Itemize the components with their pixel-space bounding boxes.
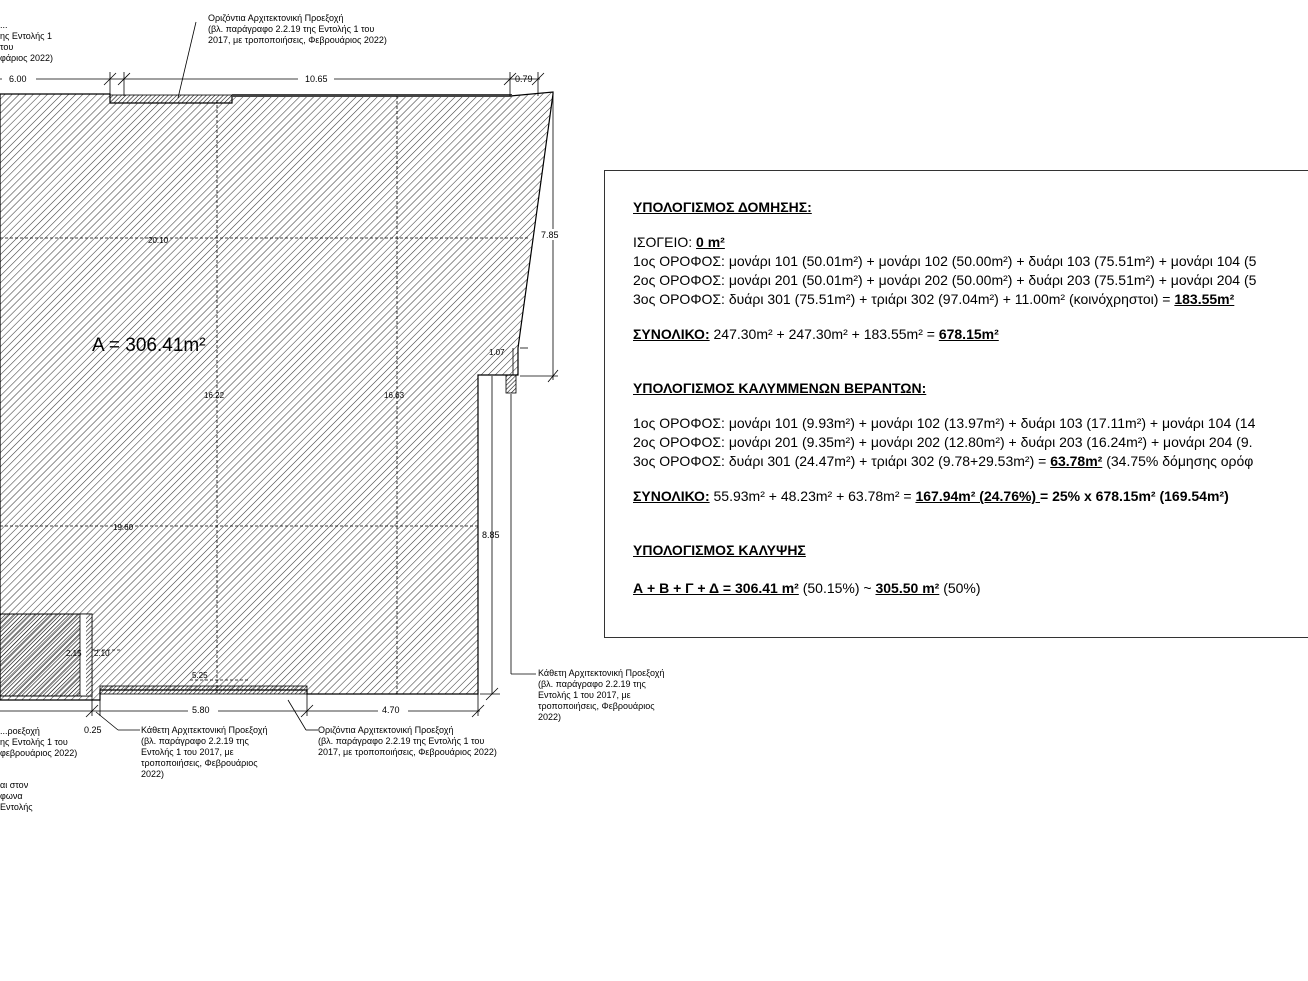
construction-total-value: 678.15m²	[938, 326, 999, 342]
note-top-left: ... ης Εντολής 1 του φάριος 2022)	[0, 20, 54, 63]
coverage-line	[633, 579, 981, 598]
dim-inner-2-10: 2.10	[94, 649, 110, 658]
dim-inner-20: 20.10	[148, 236, 169, 245]
construction-floor-1: 1ος ΟΡΟΦΟΣ: μονάρι 101 (50.01m²) + μονάρι 102 (50.00m²) + δυάρι 103 (75.51m²) + μονάρι 104 (5	[633, 253, 1257, 269]
coverage-pct-2: (50%)	[939, 580, 981, 596]
note-horizontal-projection-bottom: Οριζόντια Αρχιτεκτονική Προεξοχή (βλ. παράγραφο 2.2.19 της Εντολής 1 του 2017, με τροποποιήσεις, Φεβρουάριος 2022)	[318, 725, 497, 757]
ground-floor-line	[633, 233, 725, 252]
dim-top-10-65: 10.65	[305, 74, 328, 84]
verandas-total-label: ΣΥΝΟΛΙΚΟ:	[633, 488, 710, 504]
coverage-value: 305.50 m²	[875, 580, 940, 596]
vertical-projection-right	[506, 375, 516, 393]
ground-floor-label: ΙΣΟΓΕΙΟ:	[633, 234, 697, 250]
verandas-total-value: 167.94m² (24.76%)	[915, 488, 1040, 504]
construction-floor-3-text: 3ος ΟΡΟΦΟΣ: δυάρι 301 (75.51m²) + τριάρι 302 (97.04m²) + 11.00m² (κοινόχρηστοι) =	[633, 291, 1175, 307]
dim-bottom-0-25: 0.25	[84, 725, 102, 735]
area-label: Α = 306.41m²	[92, 335, 206, 356]
dim-top-6-00: 6.00	[9, 74, 27, 84]
horizontal-projection-top	[110, 95, 232, 103]
verandas-floor-3-total: 63.78m²	[1050, 453, 1103, 469]
dim-small-1-07: 1.07	[489, 348, 505, 357]
note-vertical-projection-bottom: Κάθετη Αρχιτεκτονική Προεξοχή (βλ. παράγραφο 2.2.19 της Εντολής 1 του 2017, με τροποποιήσεις, Φεβρουάριος 2022)	[141, 725, 268, 779]
construction-total-label: ΣΥΝΟΛΙΚΟ:	[633, 326, 710, 342]
verandas-total-tail: = 25% x 678.15m² (169.54m²)	[1040, 488, 1229, 504]
dim-right-8-85: 8.85	[482, 530, 500, 540]
coverage-pct-1: (50.15%) ~	[798, 580, 876, 596]
construction-floor-2: 2ος ΟΡΟΦΟΣ: μονάρι 201 (50.01m²) + μονάρι 202 (50.00m²) + δυάρι 203 (75.51m²) + μονάρι 204 (5	[633, 272, 1257, 288]
note-vertical-projection-right: Κάθετη Αρχιτεκτονική Προεξοχή (βλ. παράγραφο 2.2.19 της Εντολής 1 του 2017, με τροποποιήσεις, Φεβρουάριος 2022)	[538, 668, 665, 722]
dim-inner-2-15: 2.15	[66, 649, 82, 658]
verandas-floor-1: 1ος ΟΡΟΦΟΣ: μονάρι 101 (9.93m²) + μονάρι 102 (13.97m²) + δυάρι 103 (17.11m²) + μονάρι 104 (14	[633, 415, 1256, 431]
building-footprint	[0, 92, 553, 700]
dim-right-7-85: 7.85	[541, 230, 559, 240]
note-bottom-left-2: αι στον φωνα Εντολής	[0, 780, 33, 812]
coverage-formula: Α + Β + Γ + Δ = 306.41 m²	[633, 580, 799, 596]
dim-bottom-5-80: 5.80	[192, 705, 210, 715]
verandas-total-text: 55.93m² + 48.23m² + 63.78m² =	[709, 488, 916, 504]
construction-floor-3-total: 183.55m²	[1174, 291, 1235, 307]
note-bottom-left-1: ...ροεξοχή ης Εντολής 1 του φεβρουάριος 2022)	[0, 726, 78, 758]
verandas-floor-3-tail: (34.75% δόμησης ορόφ	[1102, 453, 1254, 469]
construction-floor-3	[633, 290, 1234, 309]
verandas-floor-3	[633, 452, 1253, 471]
verandas-floor-3-text: 3ος ΟΡΟΦΟΣ: δυάρι 301 (24.47m²) + τριάρι 302 (9.78+29.53m²) =	[633, 453, 1051, 469]
dim-bottom-4-70: 4.70	[382, 705, 400, 715]
dim-inner-5-25: 5.25	[192, 671, 208, 680]
dim-inner-16-63: 16.63	[384, 391, 405, 400]
verandas-total	[633, 487, 1229, 506]
construction-total-text: 247.30m² + 247.30m² + 183.55m² =	[709, 326, 939, 342]
verandas-title: ΥΠΟΛΟΓΙΣΜΟΣ ΚΑΛΥΜΜΕΝΩΝ ΒΕΡΑΝΤΩΝ:	[633, 380, 927, 396]
coverage-title: ΥΠΟΛΟΓΙΣΜΟΣ ΚΑΛΥΨΗΣ	[633, 542, 806, 558]
verandas-floor-2: 2ος ΟΡΟΦΟΣ: μονάρι 201 (9.35m²) + μονάρι 202 (12.80m²) + δυάρι 203 (16.24m²) + μονάρι 204 (9.	[633, 434, 1253, 450]
dim-inner-19-60: 19.60	[113, 523, 134, 532]
ground-floor-value: 0 m²	[696, 234, 725, 250]
note-top-horizontal-projection: Οριζόντια Αρχιτεκτονική Προεξοχή (βλ. παράγραφο 2.2.19 της Εντολής 1 του 2017, με τροποποιήσεις, Φεβρουάριος 2022)	[208, 13, 387, 45]
calculation-panel	[604, 170, 1308, 638]
site-plan-drawing	[0, 0, 600, 820]
construction-title: ΥΠΟΛΟΓΙΣΜΟΣ ΔΟΜΗΣΗΣ:	[633, 199, 812, 215]
dim-top-0-79: 0.79	[515, 74, 533, 84]
construction-total	[633, 325, 999, 344]
horizontal-projection-bottom	[100, 686, 307, 694]
dim-inner-16-22: 16.22	[204, 391, 225, 400]
